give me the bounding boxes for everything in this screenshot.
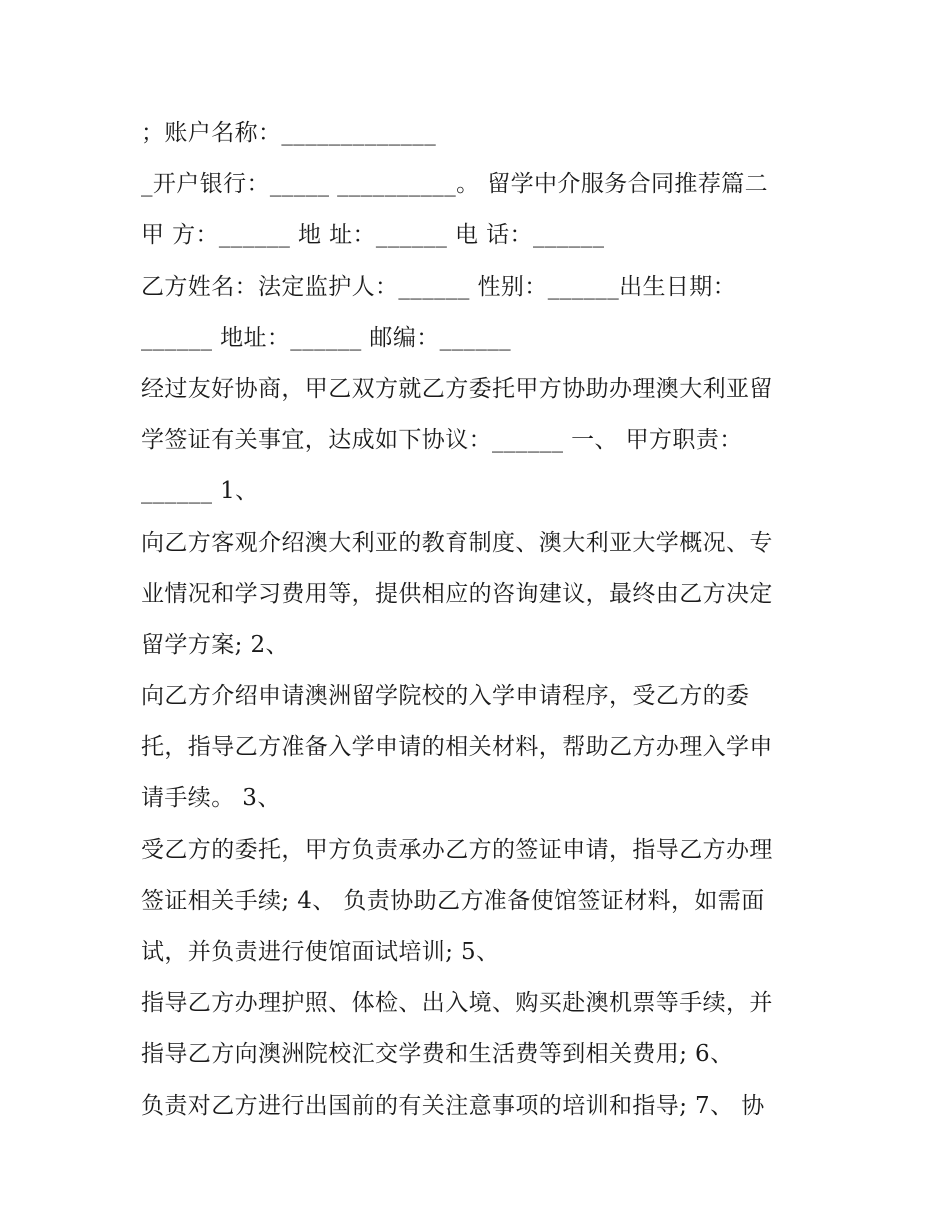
text-line: 试，并负责进行使馆面试培训; 5、 — [141, 939, 500, 965]
text-line: 向乙方客观介绍澳大利亚的教育制度、澳大利亚大学概况、专 — [141, 529, 773, 556]
text-line: 经过友好协商，甲乙双方就乙方委托甲方协助办理澳大利亚留 — [141, 375, 773, 402]
text-line: 业情况和学习费用等，提供相应的咨询建议，最终由乙方决定 — [141, 580, 773, 607]
text-line: 乙方姓名：法定监护人：______ 性别：______出生日期： — [141, 273, 737, 300]
text-line: 留学方案; 2、 — [141, 631, 289, 658]
text-line: ______ 1、 — [141, 478, 259, 505]
text-line: 签证相关手续; 4、 负责协助乙方准备使馆签证材料，如需面 — [141, 887, 765, 914]
text-line: 学签证有关事宜，达成如下协议：______ 一、 甲方职责： — [141, 427, 743, 454]
text-line: 托，指导乙方准备入学申请的相关材料，帮助乙方办理入学申 — [141, 734, 773, 761]
text-line: 甲 方：______ 地 址：______ 电 话：______ — [141, 222, 605, 249]
text-line: ______ 地址：______ 邮编：______ — [141, 324, 512, 351]
text-line: 受乙方的委托，甲方负责承办乙方的签证申请，指导乙方办理 — [141, 836, 773, 863]
text-line: 向乙方介绍申请澳洲留学院校的入学申请程序，受乙方的委 — [141, 683, 750, 710]
text-line: _开户银行：_____ __________。 留学中介服务合同推荐篇二 — [141, 171, 769, 198]
document-body — [141, 108, 821, 1132]
text-line: ；账户名称：_____________ — [141, 120, 437, 146]
text-line: 请手续。 3、 — [141, 785, 281, 812]
text-line: 负责对乙方进行出国前的有关注意事项的培训和指导; 7、 协 — [141, 1092, 765, 1119]
text-line: 指导乙方向澳洲院校汇交学费和生活费等到相关费用; 6、 — [141, 1041, 734, 1068]
text-line: 指导乙方办理护照、体检、出入境、购买赴澳机票等手续，并 — [141, 990, 773, 1017]
